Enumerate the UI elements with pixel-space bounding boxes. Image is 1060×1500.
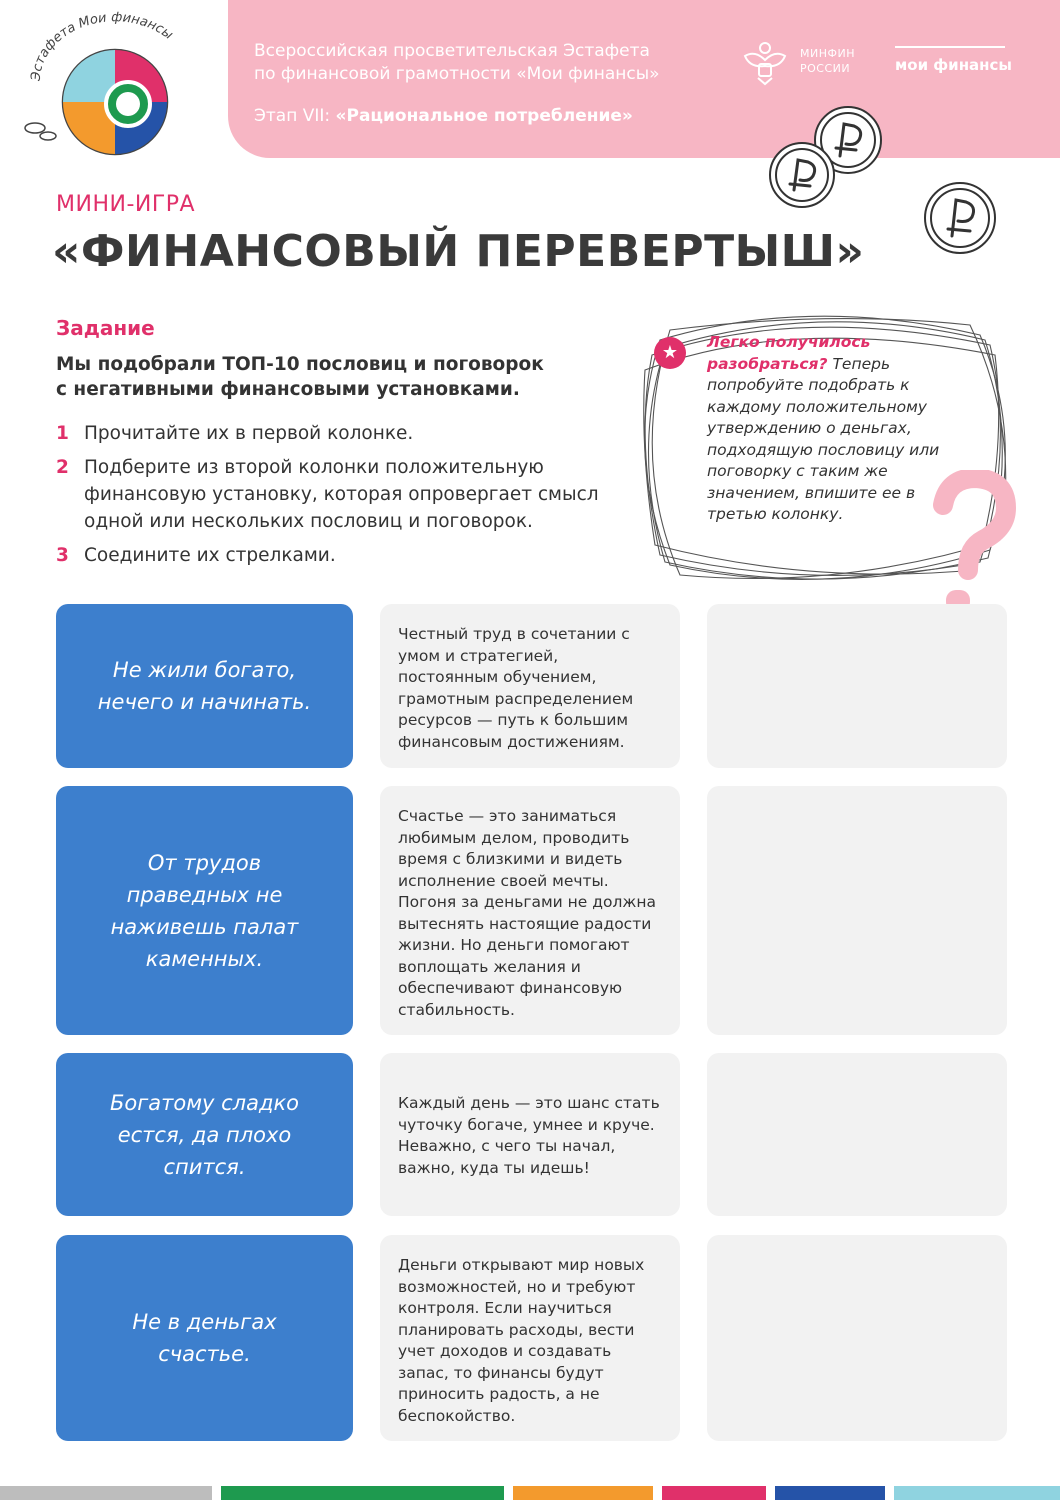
footer-stripe xyxy=(0,1486,212,1500)
footer-stripe xyxy=(775,1486,885,1500)
footer-stripe xyxy=(662,1486,766,1500)
minfin-line1: МИНФИН xyxy=(800,47,855,60)
proverb-card[interactable]: Богатому сладко естся, да плохо спится. xyxy=(56,1053,353,1216)
hint-highlight: Легко получилось разобраться? xyxy=(707,333,871,373)
minfin-line2: РОССИИ xyxy=(800,62,851,75)
step-text: Соедините их стрелками. xyxy=(84,545,336,566)
answer-field[interactable] xyxy=(707,786,1007,1035)
answer-field[interactable] xyxy=(707,1235,1007,1441)
logo-text: Эстафета Мои финансы xyxy=(28,10,176,82)
stage-label: Этап VII: «Рациональное потребление» xyxy=(254,106,633,126)
footer-stripe xyxy=(221,1486,504,1500)
step-item xyxy=(56,420,616,447)
statement-text: Каждый день — это шанс стать чуточку богаче, умнее и круче. Неважно, с чего ты начал, важно, куда ты идешь! xyxy=(398,1094,660,1177)
relay-logo xyxy=(0,0,228,170)
proverb-card[interactable]: Не жили богато, нечего и начинать. xyxy=(56,604,353,768)
brand-divider xyxy=(895,46,1005,48)
footer-stripe xyxy=(513,1486,653,1500)
step-item xyxy=(56,542,656,569)
star-icon: ★ xyxy=(654,337,686,369)
statement-card[interactable] xyxy=(380,1053,680,1216)
statement-card[interactable] xyxy=(380,786,680,1035)
steps-list xyxy=(56,420,656,576)
statement-card[interactable] xyxy=(380,604,680,768)
statement-card[interactable] xyxy=(380,1235,680,1441)
step-number: 3 xyxy=(56,545,69,566)
statement-text: Деньги открывают мир новых возможностей, но и требуют контроля. Если научиться планировать расходы, вести учет доходов и создавать запас, то финансы будут приносить радость, а не беспокойство. xyxy=(398,1256,645,1425)
step-number: 1 xyxy=(56,423,69,444)
statement-text: Честный труд в сочетании с умом и стратегией, постоянным обучением, грамотным распределением ресурсов — путь к большим финансовым достижениям. xyxy=(398,625,634,751)
subtitle: МИНИ-ИГРА xyxy=(56,192,196,217)
step-item xyxy=(56,454,656,535)
statement-text: Счастье — это заниматься любимым делом, проводить время с близкими и видеть исполнение своей мечты. Погоня за деньгами не должна вытеснять настоящие радости жизни. Но деньги помогают воплощать желания и обеспечивают финансовую стабильность. xyxy=(398,807,656,1019)
task-heading: Задание xyxy=(56,316,155,340)
header-title: Всероссийская просветительская Эстафета по финансовой грамотности «Мои финансы» xyxy=(254,41,660,84)
step-text: Подберите из второй колонки положительную финансовую установку, которая опровергает смысл одной или нескольких пословиц и поговорок. xyxy=(84,457,599,532)
hint-body: Теперь попробуйте подобрать к каждому положительному утверждению о деньгах, подходящую пословицу или поговорку с таким же значением, впишите ее в третью колонку. xyxy=(707,354,940,523)
step-text: Прочитайте их в первой колонке. xyxy=(84,423,414,444)
proverb-card[interactable]: От трудов праведных не наживешь палат каменных. xyxy=(56,786,353,1035)
task-intro: Мы подобрали ТОП-10 пословиц и поговорок с негативными финансовыми установками. xyxy=(56,354,544,400)
answer-field[interactable] xyxy=(707,604,1007,768)
footer-stripe xyxy=(894,1486,1060,1500)
brand-logo: мои финансы xyxy=(895,56,1012,74)
answer-field[interactable] xyxy=(707,1053,1007,1216)
minfin-logo xyxy=(740,38,870,88)
proverb-card[interactable]: Не в деньгах счастье. xyxy=(56,1235,353,1441)
page-title: «ФИНАНСОВЫЙ ПЕРЕВЕРТЫШ» xyxy=(52,226,865,277)
eagle-icon xyxy=(740,38,790,88)
step-number: 2 xyxy=(56,457,69,478)
